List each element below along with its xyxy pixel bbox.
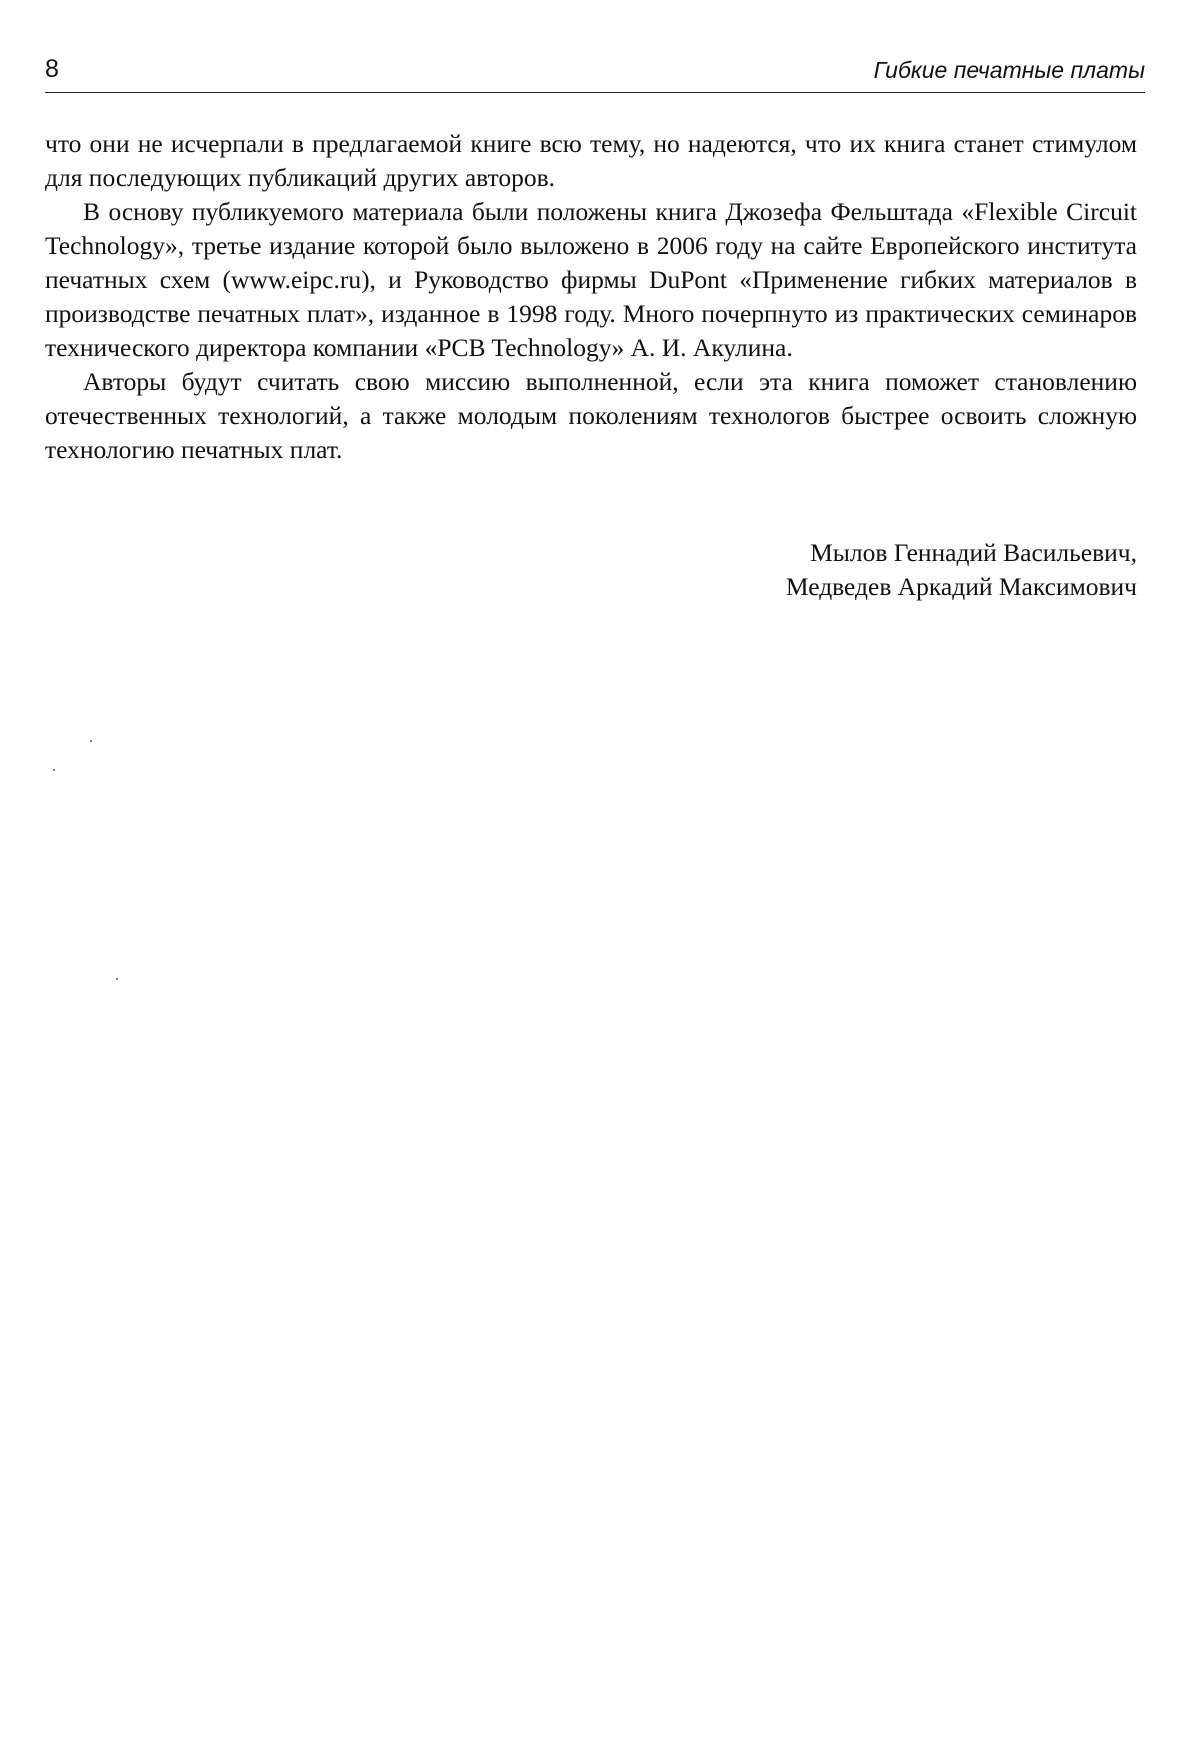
paragraph-mission: Авторы будут считать свою миссию выполненной, если эта книга поможет становлению отечественных технологий, а также молодым поколениям технологов быстрее освоить сложную технологию печатных плат.: [45, 367, 1137, 464]
running-title: Гибкие печатные платы: [873, 57, 1145, 83]
scan-speck: [90, 740, 92, 742]
body-text: [45, 127, 1137, 467]
scan-speck: [116, 978, 118, 980]
author-name-1: Мылов Геннадий Васильевич,: [810, 538, 1137, 567]
author-signature: [786, 536, 1137, 604]
page-number: 8: [45, 55, 59, 83]
author-name-2: Медведев Аркадий Максимович: [785, 572, 1137, 601]
running-header: [45, 54, 1145, 93]
scan-speck: [53, 769, 55, 771]
paragraph-sources: В основу публикуемого материала были положены книга Джозефа Фельштада «Flexible Circuit Technology», третье издание которой было выложено в 2006 году на сайте Европейского института печатных схем (www.eipc.ru), и Руководство фирмы DuPont «Применение гибких материалов в производстве печатных плат», изданное в 1998 году. Много почерпнуто из практических семинаров технического директора компании «PCB Technology» А. И. Акулина.: [45, 197, 1137, 362]
paragraph-continuation: что они не исчерпали в предлагаемой книге всю тему, но надеются, что их книга станет стимулом для последующих публикаций других авторов.: [45, 129, 1137, 192]
